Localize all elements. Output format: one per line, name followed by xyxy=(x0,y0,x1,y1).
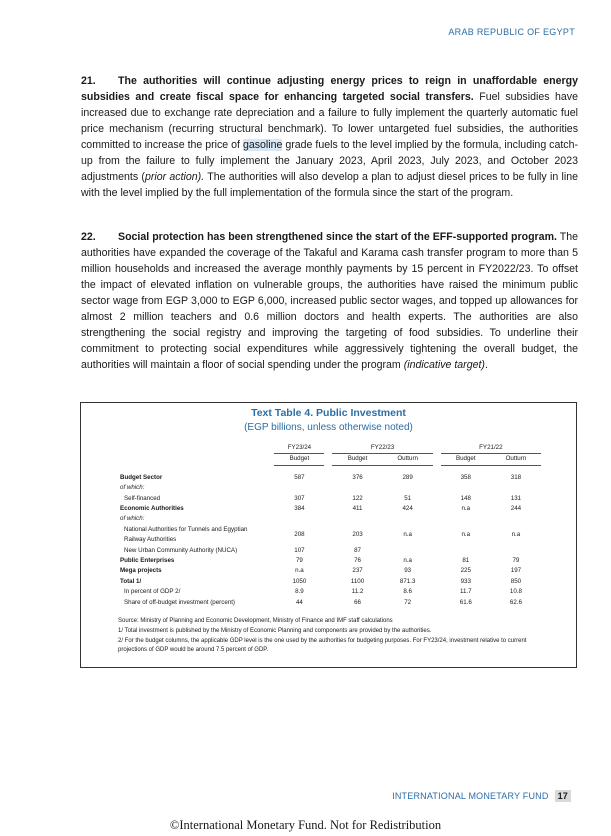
table-cell: 11.2 xyxy=(351,588,364,596)
table-footnote: 1/ Total investment is published by the Ministry of Economic Planning and components are provided by the authorities. xyxy=(118,627,432,634)
table-row xyxy=(117,587,541,597)
table-cell: 72 xyxy=(404,598,412,606)
paragraph-number: 22. xyxy=(81,231,96,243)
italic-text: prior action). xyxy=(144,171,205,183)
table-cell: 307 xyxy=(294,494,305,502)
table-cell: 237 xyxy=(352,567,363,575)
table-cell: 66 xyxy=(354,598,361,606)
paragraph-lead: Social protection has been strengthened since the start of the EFF-supported program. xyxy=(118,231,557,243)
table-footnote: 2/ For the budget columns, the applicable GDP level is the one used by the authorities for budgeting purposes. For FY23/24, investment relative to current projections of GDP would be around 7.5 percent of GDP. xyxy=(118,637,527,654)
table-cell: 8.6 xyxy=(403,588,412,596)
table-row xyxy=(117,598,541,608)
column-header: Outturn xyxy=(491,454,541,465)
text-table-box xyxy=(80,402,577,668)
table-cell: n.a xyxy=(403,557,412,565)
column-header: Budget xyxy=(332,454,382,465)
table-notes xyxy=(118,617,538,656)
table-cell: 318 xyxy=(510,473,522,481)
table-column-header-row xyxy=(117,454,541,465)
page-footer xyxy=(392,790,571,802)
page-number: 17 xyxy=(555,790,571,802)
table-cell: 587 xyxy=(294,473,305,481)
footer-org: INTERNATIONAL MONETARY FUND xyxy=(392,791,549,801)
table-row xyxy=(117,514,541,524)
table-cell: n.a xyxy=(511,531,521,539)
table-cell: n.a xyxy=(403,531,412,539)
year-header: FY23/24 xyxy=(274,443,324,454)
paragraph-text: . xyxy=(484,359,488,371)
table-cell: 62.6 xyxy=(509,598,522,606)
table-cell: 87 xyxy=(354,546,361,554)
table-row xyxy=(117,473,541,483)
running-header: ARAB REPUBLIC OF EGYPT xyxy=(448,27,575,37)
row-label xyxy=(117,525,274,546)
table-title: Text Table 4. Public Investment xyxy=(251,407,406,419)
table-cell: n.a xyxy=(461,531,471,539)
table-cell: 197 xyxy=(510,567,522,575)
paragraph-text: grade fuels to the level implied by the formula, including catch-up from the failure to fully implement the January 2023, April 2023, July 2023, and October 2023 adjustments ( xyxy=(81,139,579,183)
paragraph-number: 21. xyxy=(81,75,96,87)
table-cell xyxy=(491,546,541,556)
row-label: of which: xyxy=(120,515,145,523)
table-cell: 8.9 xyxy=(295,588,304,596)
column-header: Outturn xyxy=(383,454,433,465)
table-cell: 1050 xyxy=(292,577,307,585)
table-year-row xyxy=(117,443,541,454)
row-label: Economic Authorities xyxy=(120,505,184,513)
table-row xyxy=(117,566,541,576)
table-row xyxy=(117,483,541,493)
table-cell: 376 xyxy=(352,473,363,481)
table-row xyxy=(117,556,541,566)
column-header: Budget xyxy=(441,454,491,465)
table-row xyxy=(117,546,541,556)
table-subtitle: (EGP billions, unless otherwise noted) xyxy=(244,422,413,433)
table-cell: 208 xyxy=(294,531,305,539)
table-cell xyxy=(383,546,433,556)
table-cell: 122 xyxy=(352,494,363,502)
row-label: Mega projects xyxy=(120,567,162,575)
paragraph-text: Fuel subsidies have increased due to exchange rate depreciation and a failure to fully implement the quarterly automatic fuel price mechanism (recurring structural benchmark). To lower untargeted fuel subsidies, the authorities committed to increase the price of xyxy=(81,91,578,151)
table-cell: 871.3 xyxy=(399,577,416,585)
table-cell: 51 xyxy=(404,494,412,502)
table-cell: 148 xyxy=(460,494,471,502)
table-cell: 79 xyxy=(512,557,520,565)
table-cell: n.a xyxy=(295,567,304,575)
year-header: FY21/22 xyxy=(441,443,541,454)
table-cell: n.a xyxy=(461,505,471,513)
table-source: Source: Ministry of Planning and Economic Development, Ministry of Finance and IMF staff calculations xyxy=(118,618,393,624)
copyright-notice: ©International Monetary Fund. Not for Redistribution xyxy=(169,818,442,832)
row-label: Budget Sector xyxy=(120,473,163,481)
row-label: of which: xyxy=(120,484,145,492)
table-cell: 61.6 xyxy=(459,598,472,606)
table-cell: 81 xyxy=(462,557,470,565)
paragraph-text: The authorities have expanded the coverage of the Takaful and Karama cash transfer program to more than 5 million households and increased the average monthly payments by 15 percent in FY2022/23. To offset the impact of elevated inflation on vulnerable groups, the authorities have raised the minimum public sector wage from EGP 3,000 to EGP 6,000, increased public sector wages, and topped up allowances for almost 2 million teachers and 0.6 million doctors and health experts. The authorities are also strengthening the social registry and improving the targeting of food subsidies. To underline their commitment to protecting social expenditures while aggressively tightening the overall budget, the authorities will maintain a floor of social spending under the program xyxy=(81,231,578,371)
table-cell: 225 xyxy=(460,567,471,575)
table-row xyxy=(117,504,541,514)
table-row xyxy=(117,494,541,504)
row-label-line: Railway Authorities xyxy=(124,536,177,544)
highlighted-word: gasoline xyxy=(242,139,283,151)
table-cell: 850 xyxy=(510,577,522,585)
table-row xyxy=(117,577,541,587)
table-cell: 11.7 xyxy=(459,588,472,596)
year-header: FY22/23 xyxy=(332,443,432,454)
table-cell: 44 xyxy=(295,598,303,606)
table-cell: 131 xyxy=(510,494,522,502)
paragraph-text: The authorities will also develop a plan to adjust diesel prices to be fully in line with the level implied by the full implementation of the formula since the start of the program. xyxy=(81,171,578,199)
row-label: Total 1/ xyxy=(120,577,142,585)
column-header: Budget xyxy=(274,454,324,465)
table-cell xyxy=(441,546,491,556)
table-cell: 203 xyxy=(352,531,363,539)
table-cell: 79 xyxy=(295,557,303,565)
table-cell: 1100 xyxy=(350,577,365,585)
table-row xyxy=(117,525,541,546)
italic-text: (indicative target) xyxy=(403,359,485,371)
paragraph-22 xyxy=(81,229,578,373)
paragraph-lead: The authorities will continue adjusting energy prices to reign in unaffordable energy subsidies and create fiscal space for enhancing targeted social transfers. xyxy=(81,75,578,103)
table-cell: 76 xyxy=(354,557,361,565)
table-cell: 244 xyxy=(510,505,522,513)
row-label: New Urban Community Authority (NUCA) xyxy=(124,546,238,554)
row-label: Self-financed xyxy=(124,494,161,502)
row-label: Public Enterprises xyxy=(120,557,175,565)
table-cell: 411 xyxy=(352,505,363,513)
row-label: In percent of GDP 2/ xyxy=(124,588,181,596)
table-cell: 10.8 xyxy=(509,588,522,596)
table-cell: 384 xyxy=(294,505,305,513)
table-cell: 107 xyxy=(294,546,305,554)
row-label: Share of off-budget investment (percent) xyxy=(124,598,235,606)
table-cell: 933 xyxy=(460,577,471,585)
public-investment-table xyxy=(117,443,541,608)
table-cell: 289 xyxy=(402,473,413,481)
table-cell: 358 xyxy=(460,473,471,481)
row-label-line: National Authorities for Tunnels and Egyptian xyxy=(124,525,248,533)
table-cell: 93 xyxy=(404,567,412,575)
table-cell: 424 xyxy=(402,505,413,513)
paragraph-21 xyxy=(81,73,578,201)
